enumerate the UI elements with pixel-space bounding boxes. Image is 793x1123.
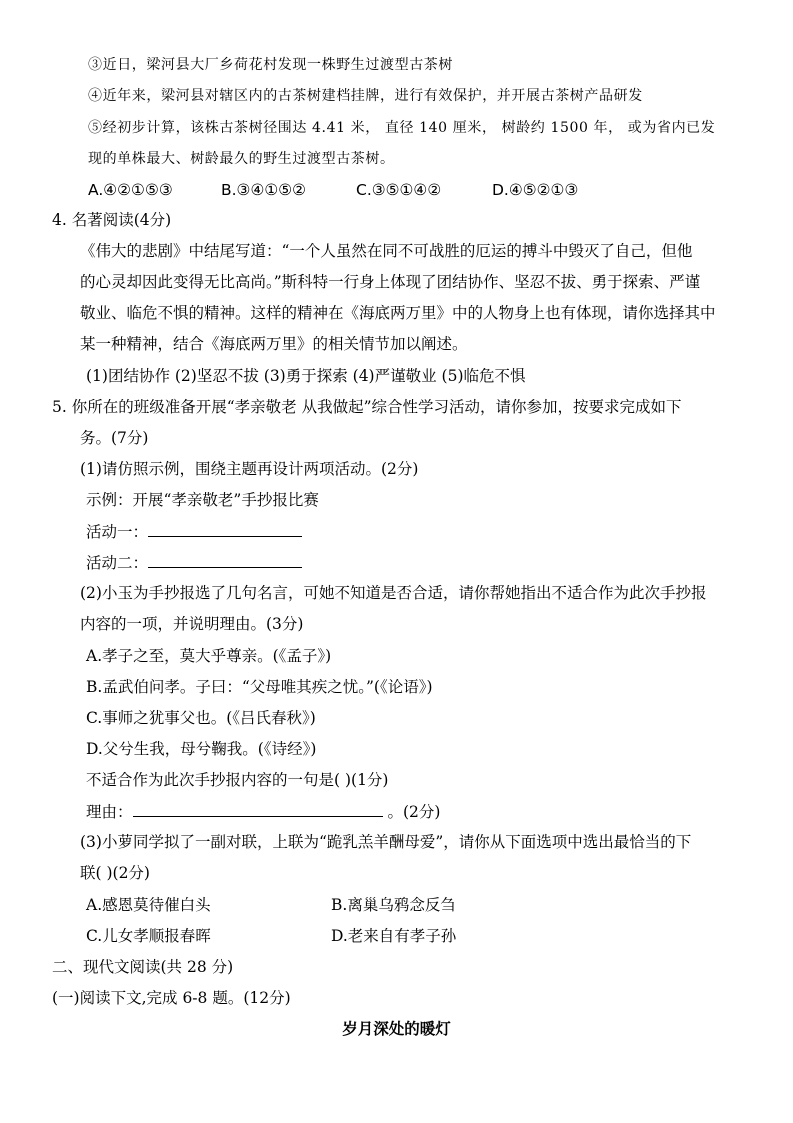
activity1-answer-blank[interactable] (148, 521, 302, 537)
q5-part1-example: 示例：开展“孝亲敬老”手抄报比赛 (86, 491, 319, 509)
article-title: 岁月深处的暖灯 (342, 1019, 451, 1038)
q5-heading-line1: 5. 你所在的班级准备开展“孝亲敬老 从我做起”综合性学习活动，请你参加，按要求完成如下 (52, 398, 682, 416)
q5-part2-prompt-line2: 内容的一项，并说明理由。(3分) (80, 615, 304, 633)
q3-option-a: A.④②①⑤③ (88, 181, 173, 199)
q5-part3-prompt-line2: 联( )(2分) (80, 864, 150, 882)
quote-option-a: A.孝子之至，莫大乎尊亲。(《孟子》) (86, 647, 332, 665)
couplet-option-a: A.感恩莫待催白头 (86, 896, 211, 914)
reason-row (86, 801, 440, 822)
section2-subheading: (一)阅读下文,完成 6-8 题。(12分) (52, 989, 291, 1007)
couplet-option-c: C.儿女孝顺报春晖 (86, 927, 211, 945)
quote-option-b: B.孟武伯问孝。子曰：“父母唯其疾之忧。”(《论语》) (86, 678, 433, 696)
sentence-3: ③近日，梁河县大厂乡荷花村发现一株野生过渡型古茶树 (88, 57, 453, 73)
activity1-label: 活动一： (86, 523, 149, 541)
sentence-5-line2: 现的单株最大、树龄最久的野生过渡型古茶树。 (88, 151, 395, 167)
q5-part2-ask: 不适合作为此次手抄报内容的一句是( )(1分) (86, 771, 389, 789)
q4-para-line2: 的心灵却因此变得无比高尚。”斯科特一行身上体现了团结协作、坚忍不拔、勇于探索、严谨 (80, 273, 701, 291)
q5-part3-prompt-line1: (3)小萝同学拟了一副对联，上联为“跪乳羔羊酬母爱”，请你从下面选项中选出最恰当的下 (80, 833, 692, 851)
q3-option-c: C.③⑤①④② (356, 181, 442, 199)
q4-choices: (1)团结协作 (2)坚忍不拔 (3)勇于探索 (4)严谨敬业 (5)临危不惧 (86, 367, 526, 385)
activity1-row (86, 521, 302, 542)
quote-option-c: C.事师之犹事父也。(《吕氏春秋》) (86, 709, 316, 727)
section2-heading: 二、现代文阅读(共 28 分) (52, 958, 234, 976)
reason-points: 。(2分) (382, 803, 441, 821)
activity2-label: 活动二： (86, 554, 149, 572)
q4-para-line3: 敬业、临危不惧的精神。这样的精神在《海底两万里》中的人物身上也有体现，请你选择其中 (80, 304, 716, 322)
couplet-option-b: B.离巢乌鸦念反刍 (331, 896, 456, 914)
q3-option-b: B.③④①⑤② (221, 181, 307, 199)
q4-para-line1: 《伟大的悲剧》中结尾写道：“一个人虽然在同不可战胜的厄运的搏斗中毁灭了自己，但他 (80, 242, 693, 260)
q5-part1-prompt: (1)请仿照示例，围绕主题再设计两项活动。(2分) (80, 460, 419, 478)
activity2-row (86, 552, 302, 573)
quote-option-d: D.父兮生我，母兮鞠我。(《诗经》) (86, 740, 317, 758)
activity2-answer-blank[interactable] (148, 552, 302, 568)
couplet-option-d: D.老来自有孝子孙 (331, 927, 457, 945)
q3-option-d: D.④⑤②①③ (492, 181, 579, 199)
sentence-4: ④近年来，梁河县对辖区内的古茶树建档挂牌，进行有效保护，并开展古茶树产品研发 (88, 88, 643, 104)
q4-para-line4: 某一种精神，结合《海底两万里》的相关情节加以阐述。 (80, 335, 468, 353)
sentence-5-line1: ⑤经初步计算，该株古茶树径围达 4.41 米， 直径 140 厘米， 树龄约 1500 年， 或为省内已发 (88, 120, 716, 136)
reason-label: 理由： (86, 803, 133, 821)
q5-part2-prompt-line1: (2)小玉为手抄报选了几句名言，可她不知道是否合适，请你帮她指出不适合作为此次手抄报 (80, 584, 707, 602)
q4-heading: 4. 名著阅读(4分) (52, 211, 172, 229)
reason-answer-blank[interactable] (133, 801, 383, 817)
q5-heading-line2: 务。(7分) (80, 429, 149, 447)
